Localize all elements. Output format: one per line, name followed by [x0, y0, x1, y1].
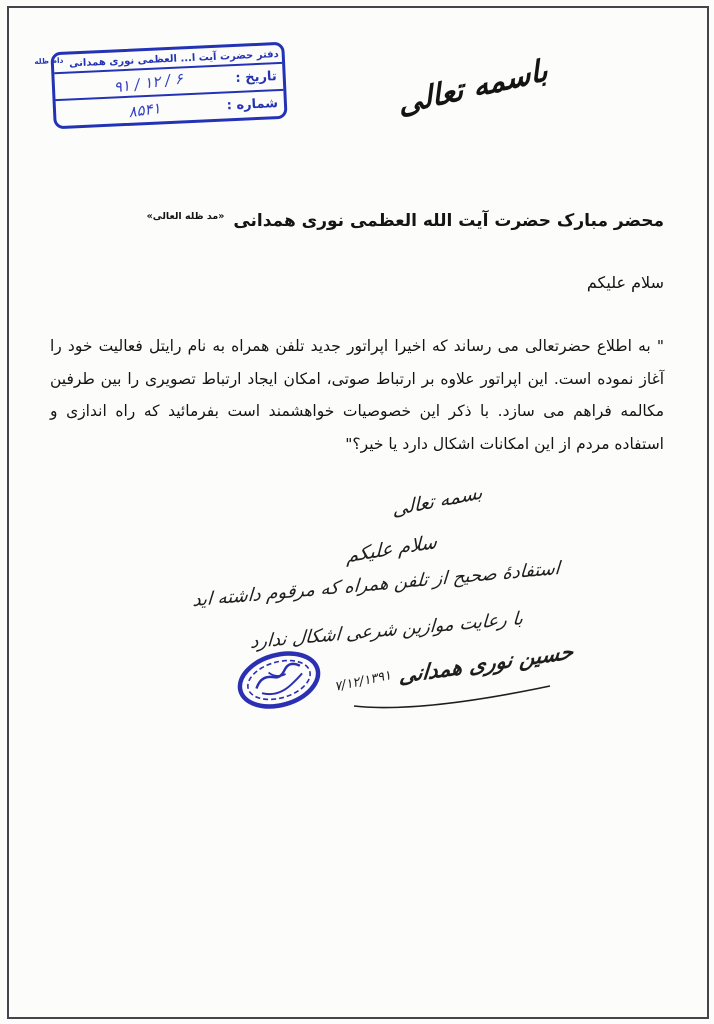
response-ruling-line-2: با رعایت موازین شرعی اشکال ندارد	[249, 607, 524, 654]
stamp-number-value: ۸۵۴۱	[127, 98, 162, 121]
bismillah-calligraphy: باسمه تعالی	[396, 52, 550, 123]
office-stamp-box	[34, 42, 287, 130]
addressee-honorific: «مد ظله العالی»	[146, 211, 225, 222]
body-line: آغاز نموده است. این اپراتور علاوه بر ارتباط صوتی، امکان ایجاد ارتباط تصویری را بین طرفین	[50, 369, 664, 388]
response-greeting: سلام علیکم	[346, 530, 438, 568]
body-line: " به اطلاع حضرتعالی می رساند که اخیرا اپراتور جدید تلفن همراه به نام رایتل فعالیت خود را	[50, 337, 664, 355]
stamp-date-label: تاریخ :	[235, 69, 278, 86]
signature-date: ۷/۱۲/۱۳۹۱	[332, 667, 393, 695]
stamp-number-label: شماره :	[226, 96, 279, 114]
signature-flourish-icon	[348, 681, 558, 711]
response-bismillah: بسمه تعالی	[392, 481, 483, 521]
body-line: استفاده مردم از این امکانات اشکال دارد یا خیر؟"	[345, 434, 664, 453]
greeting-line: سلام علیکم	[586, 273, 664, 292]
addressee-text: محضر مبارک حضرت آیت الله العظمی نوری همدانی	[233, 211, 664, 231]
letter-body	[50, 330, 664, 460]
response-ruling-line-1: استفادهٔ صحیح از تلفن همراه که مرقوم داشته اید	[191, 557, 561, 612]
signature-name: حسین نوری همدانی	[398, 639, 574, 689]
body-line: مکالمه فراهم می سازد. با ذکر این خصوصیات خواهشمند است بفرمائید که راه اندازی و	[50, 402, 664, 420]
seal-stamp-icon	[233, 644, 325, 716]
office-name: دفتر حضرت آیت ا... العظمی نوری همدانی	[68, 48, 279, 70]
stamp-date-value: ۹۱ / ۱۲ / ۶	[112, 68, 184, 96]
office-honorific: دام ظله	[34, 55, 64, 67]
scan-border-frame	[7, 6, 709, 1019]
addressee-line	[147, 211, 664, 231]
